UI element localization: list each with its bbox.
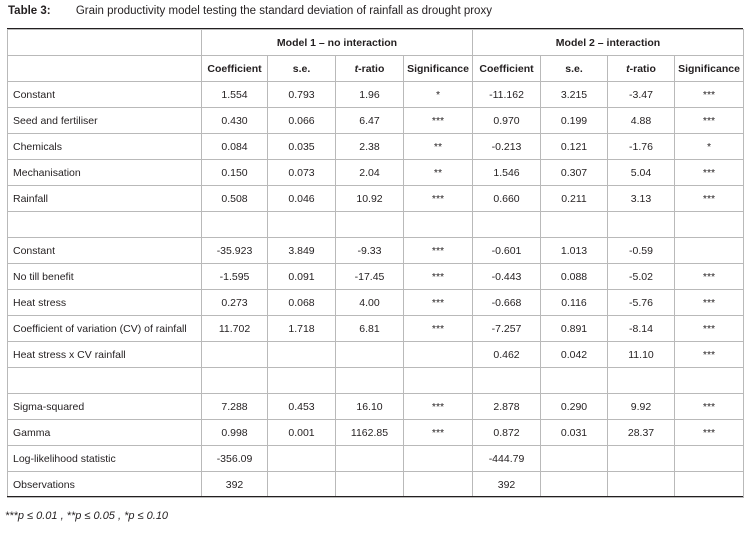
table-cell: 0.660 [473,186,541,212]
column-header: Coefficient [202,56,268,82]
table-cell [202,342,268,368]
table-cell: *** [404,238,473,264]
table-cell: 4.00 [336,290,404,316]
table-cell: *** [404,316,473,342]
table-cell [541,472,608,498]
table-cell: -9.33 [336,238,404,264]
table-cell [268,446,336,472]
table-cell [675,472,744,498]
row-label: No till benefit [8,264,202,290]
table-cell: *** [675,342,744,368]
table-cell: *** [404,108,473,134]
table-cell: -5.02 [608,264,675,290]
table-cell: 0.035 [268,134,336,160]
column-header: s.e. [541,56,608,82]
table-cell: 5.04 [608,160,675,186]
table-cell: 0.150 [202,160,268,186]
table-cell: -11.162 [473,82,541,108]
table-cell: *** [675,420,744,446]
results-table [7,29,744,498]
table-cell: *** [404,264,473,290]
column-header: s.e. [268,56,336,82]
table-cell: 0.273 [202,290,268,316]
table-cell: 3.849 [268,238,336,264]
table-cell [473,368,541,394]
table-cell: 392 [473,472,541,498]
table-cell [202,212,268,238]
table-cell: 1.013 [541,238,608,264]
column-header: Significance [675,56,744,82]
row-label: Mechanisation [8,160,202,186]
table-cell [608,472,675,498]
table-cell: *** [404,186,473,212]
table-cell: 0.290 [541,394,608,420]
table-cell: *** [675,264,744,290]
table-cell: 3.215 [541,82,608,108]
table-cell: -17.45 [336,264,404,290]
row-label [8,212,202,238]
table-cell [608,368,675,394]
table-cell [202,368,268,394]
table-cell: 0.508 [202,186,268,212]
row-label: Constant [8,82,202,108]
table-row [8,368,744,394]
table-cell [336,368,404,394]
table-cell: 392 [202,472,268,498]
table-row [8,108,744,134]
row-label: Coefficient of variation (CV) of rainfall [8,316,202,342]
table-cell: -0.59 [608,238,675,264]
table-cell: 1.546 [473,160,541,186]
table-cell: * [675,134,744,160]
table-row [8,342,744,368]
table-cell: 0.116 [541,290,608,316]
column-header-row [8,56,744,82]
row-label: Observations [8,472,202,498]
model1-header: Model 1 – no interaction [202,30,473,56]
table-cell: 6.81 [336,316,404,342]
table-cell: -5.76 [608,290,675,316]
table-cell: -0.601 [473,238,541,264]
table-cell: -0.443 [473,264,541,290]
table-row [8,186,744,212]
table-cell: 1.554 [202,82,268,108]
table-cell: 2.04 [336,160,404,186]
table-cell: 0.084 [202,134,268,160]
header-blank [8,30,202,56]
column-header: t-ratio [336,56,404,82]
table-cell [541,368,608,394]
table-cell: 0.091 [268,264,336,290]
row-label: Constant [8,238,202,264]
table-cell: 3.13 [608,186,675,212]
table-cell: 0.970 [473,108,541,134]
table-row [8,472,744,498]
table-cell: 16.10 [336,394,404,420]
row-label: Chemicals [8,134,202,160]
table-cell [608,446,675,472]
table-cell: 9.92 [608,394,675,420]
table-cell: *** [675,186,744,212]
bottom-rule [7,496,743,497]
table-cell: 0.088 [541,264,608,290]
row-label [8,368,202,394]
table-cell: 2.38 [336,134,404,160]
table-cell: *** [404,394,473,420]
table-cell: -1.76 [608,134,675,160]
table-cell [675,368,744,394]
row-label: Sigma-squared [8,394,202,420]
table-cell: 0.046 [268,186,336,212]
table-row [8,316,744,342]
table-cell: *** [675,394,744,420]
table-cell: *** [675,108,744,134]
table-cell [675,238,744,264]
row-label: Gamma [8,420,202,446]
table-cell: 28.37 [608,420,675,446]
table-row [8,212,744,238]
column-header: Significance [404,56,473,82]
table-cell: *** [404,420,473,446]
table-cell: 0.453 [268,394,336,420]
table-cell [268,212,336,238]
table-cell [541,212,608,238]
table-cell: *** [675,160,744,186]
table-cell: 0.121 [541,134,608,160]
table-row [8,82,744,108]
row-label: Rainfall [8,186,202,212]
table-row [8,160,744,186]
table-cell [336,472,404,498]
table-cell: 0.001 [268,420,336,446]
table-cell: *** [675,82,744,108]
header-blank [8,56,202,82]
row-label: Log-likelihood statistic [8,446,202,472]
column-header: Coefficient [473,56,541,82]
table-cell [268,342,336,368]
table-cell: -0.213 [473,134,541,160]
table-cell: -7.257 [473,316,541,342]
table-body [8,82,744,498]
table-cell: 0.307 [541,160,608,186]
table-cell: -356.09 [202,446,268,472]
model2-header: Model 2 – interaction [473,30,744,56]
table-cell: 0.073 [268,160,336,186]
table-cell: -8.14 [608,316,675,342]
table-cell: -35.923 [202,238,268,264]
table-cell: -3.47 [608,82,675,108]
table-cell: 2.878 [473,394,541,420]
table-cell: *** [675,316,744,342]
table-cell: 0.068 [268,290,336,316]
table-cell: 1.96 [336,82,404,108]
row-label: Heat stress x CV rainfall [8,342,202,368]
table-cell [336,212,404,238]
table-row [8,290,744,316]
significance-footnote: ***p ≤ 0.01 , **p ≤ 0.05 , *p ≤ 0.10 [5,510,169,522]
table-cell: * [404,82,473,108]
model-header-row [8,30,744,56]
table-cell: 0.199 [541,108,608,134]
table-cell [404,368,473,394]
table-cell: 0.031 [541,420,608,446]
table-cell: 11.702 [202,316,268,342]
table-cell [404,342,473,368]
table-cell: 0.998 [202,420,268,446]
table-cell: 10.92 [336,186,404,212]
row-label: Heat stress [8,290,202,316]
table-row [8,238,744,264]
table-cell [675,212,744,238]
table-cell: 0.042 [541,342,608,368]
table-cell [404,446,473,472]
table-cell [404,472,473,498]
table-cell: 0.462 [473,342,541,368]
column-header: t-ratio [608,56,675,82]
table-cell [541,446,608,472]
table-row [8,446,744,472]
table-cell: ** [404,134,473,160]
table-cell: 4.88 [608,108,675,134]
table-cell [473,212,541,238]
table-row [8,264,744,290]
table-cell: 1.718 [268,316,336,342]
table-cell: 0.430 [202,108,268,134]
table-cell: 6.47 [336,108,404,134]
table-cell [608,212,675,238]
table-row [8,134,744,160]
table-cell: ** [404,160,473,186]
table-cell: -444.79 [473,446,541,472]
table-cell: *** [404,290,473,316]
table-cell: 0.066 [268,108,336,134]
table-cell [404,212,473,238]
table-cell: 0.211 [541,186,608,212]
table-cell [336,342,404,368]
table-cell: *** [675,290,744,316]
table-cell: 11.10 [608,342,675,368]
table-row [8,394,744,420]
row-label: Seed and fertiliser [8,108,202,134]
table-cell: -0.668 [473,290,541,316]
table-cell: 7.288 [202,394,268,420]
table-cell: 1162.85 [336,420,404,446]
table-cell [675,446,744,472]
table-title: Grain productivity model testing the standard deviation of rainfall as drought proxy [75,5,492,17]
table-cell [268,472,336,498]
table-caption [8,5,492,17]
table-number: Table 3: [8,5,51,17]
table-cell: 0.891 [541,316,608,342]
table-row [8,420,744,446]
table-cell [268,368,336,394]
table-cell: 0.872 [473,420,541,446]
table-cell [336,446,404,472]
table-cell: 0.793 [268,82,336,108]
table-cell: -1.595 [202,264,268,290]
